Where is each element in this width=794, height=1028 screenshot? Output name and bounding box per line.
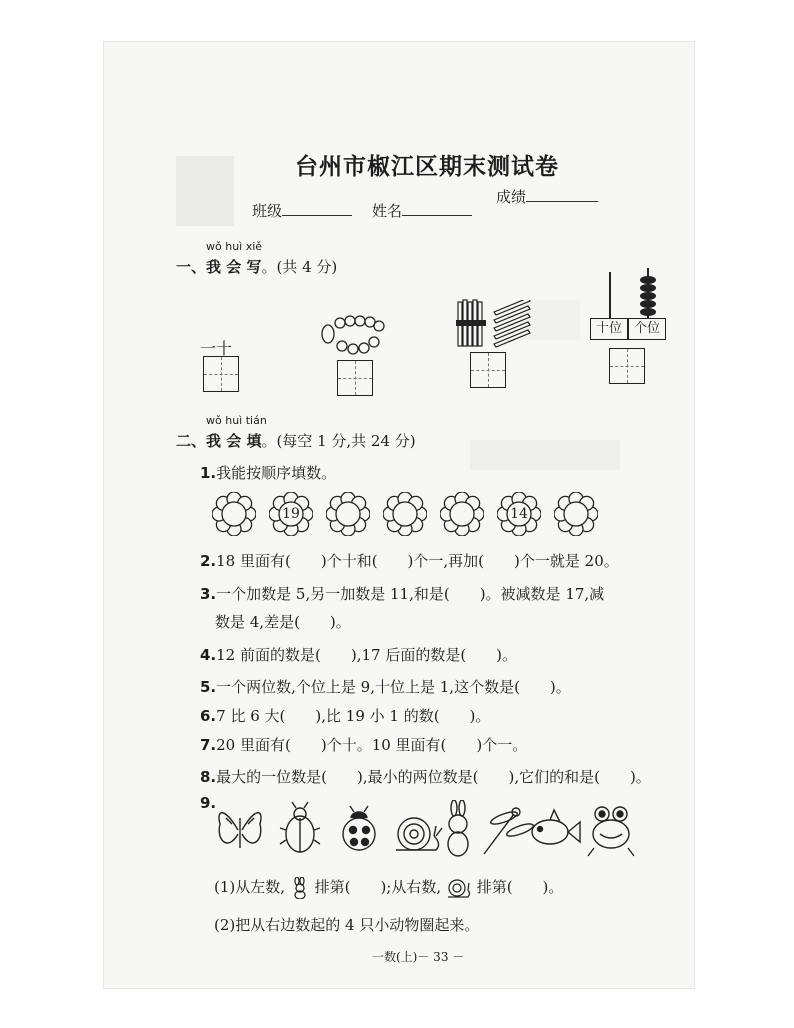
rabbit-icon <box>448 800 468 856</box>
ladybug-icon <box>343 806 375 850</box>
flower-3[interactable] <box>326 492 370 536</box>
flower-7[interactable] <box>554 492 598 536</box>
bead-ring-icon <box>320 312 386 358</box>
abacus-tens-label: 十位 <box>590 318 628 340</box>
q7: 7.20 里面有( )个十。10 里面有( )个一。 <box>200 736 528 754</box>
fish-icon <box>532 810 580 844</box>
section1-heading: 一、我 会 写。(共 4 分) <box>176 258 338 276</box>
snail-icon <box>396 818 442 850</box>
bleed-through-grid <box>470 440 620 470</box>
stick-bundle-icon <box>454 298 488 348</box>
name-label: 姓名 <box>372 202 403 220</box>
q9-sub1: (1)从左数, 排第( );从右数, 排第( )。 <box>214 876 563 899</box>
section2-heading: 二、我 会 填。(每空 1 分,共 24 分) <box>176 432 416 450</box>
q3: 3.一个加数是 5,另一加数是 11,和是( )。被减数是 17,减 <box>200 585 605 603</box>
beetle-icon <box>280 802 320 852</box>
q4: 4.12 前面的数是( ),17 后面的数是( )。 <box>200 646 518 664</box>
flower-number <box>326 492 370 536</box>
animal-row <box>214 800 644 860</box>
page-footer: 一数(上)－ 33 － <box>372 950 465 964</box>
flower-number: 19 <box>282 506 300 522</box>
flower-1[interactable] <box>212 492 256 536</box>
rabbit-icon <box>290 877 310 899</box>
stacked-sticks-icon <box>492 300 532 350</box>
answer-grid-4[interactable] <box>609 348 645 384</box>
page-title: 台州市椒江区期末测试卷 <box>295 154 559 180</box>
snail-icon <box>446 877 472 899</box>
q8: 8.最大的一位数是( ),最小的两位数是( ),它们的和是( )。 <box>200 768 651 786</box>
q5: 5.一个两位数,个位上是 9,十位上是 1,这个数是( )。 <box>200 678 571 696</box>
answer-grid-2[interactable] <box>337 360 373 396</box>
class-label: 班级 <box>252 202 283 220</box>
section1-pinyin: wǒ huì xiě <box>206 240 263 253</box>
q2: 2.18 里面有( )个十和( )个一,再加( )个一就是 20。 <box>200 552 619 570</box>
score-field[interactable] <box>496 186 598 207</box>
flower-number <box>440 492 484 536</box>
q1: 1.我能按顺序填数。 <box>200 464 337 482</box>
flower-number <box>383 492 427 536</box>
flower-5[interactable] <box>440 492 484 536</box>
q3-continued: 数是 4,差是( )。 <box>215 613 351 631</box>
flower-number: 14 <box>510 506 528 522</box>
section1-item1-text: 一十 <box>200 339 233 358</box>
flower-number <box>212 492 256 536</box>
section2-pinyin: wǒ huì tián <box>206 414 267 427</box>
dragonfly-icon <box>484 808 535 854</box>
flower-2[interactable] <box>269 492 313 536</box>
abacus-ones-label: 个位 <box>628 318 666 340</box>
flower-6[interactable] <box>497 492 541 536</box>
flower-4[interactable] <box>383 492 427 536</box>
q9-sub2: (2)把从右边数起的 4 只小动物圈起来。 <box>214 916 480 934</box>
answer-grid-1[interactable] <box>203 356 239 392</box>
q9: 9. <box>200 794 217 812</box>
butterfly-icon <box>219 813 261 848</box>
name-field[interactable] <box>372 200 472 221</box>
bleed-through-image <box>176 156 234 226</box>
frog-icon <box>588 807 634 856</box>
score-label: 成绩 <box>496 188 527 206</box>
class-field[interactable] <box>252 200 352 221</box>
answer-grid-3[interactable] <box>470 352 506 388</box>
flower-number <box>554 492 598 536</box>
abacus-icon <box>590 266 670 320</box>
q6: 6.7 比 6 大( ),比 19 小 1 的数( )。 <box>200 707 491 725</box>
